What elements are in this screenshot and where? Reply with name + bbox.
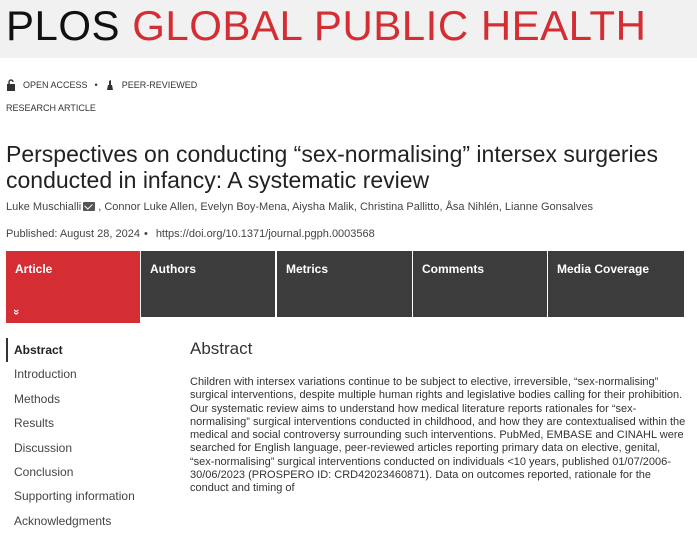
author-link[interactable]: Aiysha Malik [292, 201, 354, 213]
nav-item-conclusion[interactable]: Conclusion [14, 464, 74, 479]
lock-icon [6, 79, 16, 91]
nav-item-introduction[interactable]: Introduction [14, 367, 77, 382]
author-separator: , [286, 201, 293, 213]
open-access-label: OPEN ACCESS [23, 80, 88, 90]
peer-reviewed-label: PEER-REVIEWED [121, 80, 198, 90]
journal-name-plos: PLOS [6, 2, 121, 49]
tab-authors[interactable] [141, 251, 275, 317]
tab-metrics[interactable] [277, 251, 412, 317]
separator: • [94, 80, 98, 90]
article-type: RESEARCH ARTICLE [6, 103, 96, 113]
author-separator: , [194, 201, 201, 213]
journal-name-title: GLOBAL PUBLIC HEALTH [132, 2, 647, 49]
author-link[interactable]: Luke Muschialli [6, 201, 82, 213]
author-separator: , [439, 201, 446, 213]
author-list [6, 201, 593, 213]
author-link[interactable]: Evelyn Boy-Mena [200, 201, 287, 213]
chevron-down-icon: » [10, 308, 23, 316]
author-separator: , [498, 201, 505, 213]
tab-media-coverage[interactable] [548, 251, 684, 317]
tab-label: Metrics [286, 262, 329, 276]
nav-item-acknowledgments[interactable]: Acknowledgments [14, 513, 112, 528]
article-title: Perspectives on conducting “sex-normalising” intersex surgeries conducted in infancy: A systematic review [6, 141, 658, 193]
author-separator: , [98, 201, 105, 213]
article-body [190, 338, 687, 496]
nav-item-methods[interactable]: Methods [14, 391, 61, 406]
doi-link[interactable]: https://doi.org/10.1371/journal.pgph.0003568 [155, 228, 375, 240]
journal-logo[interactable] [6, 2, 646, 50]
meta-separator: • [143, 228, 148, 240]
nav-item-abstract[interactable]: Abstract [6, 338, 166, 362]
tab-article[interactable] [6, 251, 140, 323]
author-link[interactable]: Lianne Gonsalves [504, 201, 593, 213]
nav-item-results[interactable]: Results [14, 416, 55, 431]
nav-item-supporting-information[interactable]: Supporting information [14, 489, 135, 504]
author-separator: , [353, 201, 360, 213]
tab-label: Article [15, 262, 53, 276]
nav-item-discussion[interactable]: Discussion [14, 440, 73, 455]
access-badges [6, 79, 197, 91]
tab-label: Authors [150, 262, 196, 276]
author-link[interactable]: Connor Luke Allen [104, 201, 195, 213]
author-link[interactable]: Åsa Nihlén [445, 201, 499, 213]
masthead [0, 0, 697, 58]
email-icon[interactable] [83, 202, 95, 211]
abstract-heading: Abstract [190, 339, 253, 358]
section-nav [6, 338, 166, 533]
publication-meta [6, 228, 375, 240]
peer-reviewed-icon [105, 79, 115, 91]
tab-comments[interactable] [413, 251, 547, 317]
tab-label: Comments [422, 262, 485, 276]
article-tabs [6, 251, 684, 323]
author-link[interactable]: Christina Pallitto [359, 201, 440, 213]
abstract-text: Children with intersex variations continue to be subject to elective, irreversible, “sex-normalising” surgical interventions, despite multiple human rights and legislative bodies calling for their prohibition. Our systematic review aims to understand how medical literature reports rationales for “sex-normalising” surgical interventions conducted in childhood, and how they are contextualised within the medical and social controversy surrounding such interventions. PubMed, EMBASE and CINAHL were searched for English language, peer-reviewed articles reporting primary data on elective, genital, “sex-normalising” surgical interventions conducted on individuals <10 years, published 01/07/2006-30/06/2023 (PROSPERO ID: CRD42023460871). Data on outcomes reported, rationale for the conduct and timing of [190, 376, 686, 495]
published-date: Published: August 28, 2024 [6, 228, 140, 240]
tab-label: Media Coverage [557, 262, 650, 276]
